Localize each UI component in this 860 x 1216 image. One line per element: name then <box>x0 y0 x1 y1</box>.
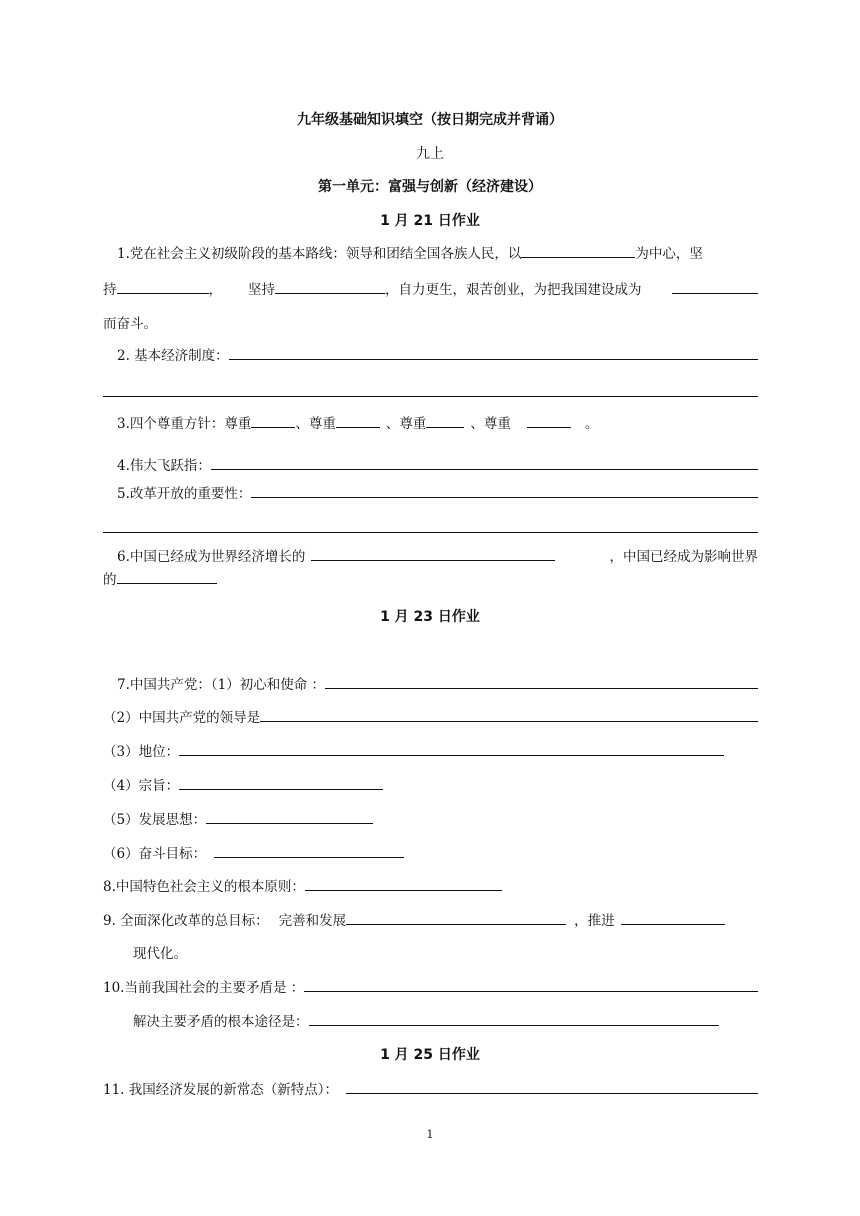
question-1-text-b: 为中心，坚 <box>635 246 703 262</box>
answer-blank[interactable] <box>251 483 758 498</box>
unit-heading: 第一单元：富强与创新（经济建设） <box>318 179 542 195</box>
answer-blank[interactable] <box>527 413 571 428</box>
answer-blank[interactable] <box>251 413 295 428</box>
question-5-line <box>103 483 758 505</box>
answer-blank[interactable] <box>214 843 404 858</box>
answer-blank[interactable] <box>672 279 758 294</box>
answer-line[interactable] <box>103 532 758 533</box>
question-1-text-d: ， <box>208 282 222 298</box>
question-7-line-6 <box>103 843 758 865</box>
question-6-line-2 <box>103 569 758 591</box>
answer-blank[interactable] <box>305 876 502 891</box>
question-9-text-a: 9. 全面深化改革的总目标： <box>103 913 269 929</box>
answer-blank[interactable] <box>336 413 380 428</box>
answer-blank[interactable] <box>304 977 758 992</box>
answer-blank[interactable] <box>117 569 217 584</box>
answer-blank[interactable] <box>325 674 758 689</box>
question-10-line-2 <box>103 1011 758 1033</box>
question-1-text-f: ，自力更生，艰苦创业，为把我国建设成为 <box>385 282 642 298</box>
question-7-text-a: 7.中国共产党：（1）初心和使命 ： <box>117 677 326 693</box>
question-3-text-a: 3.四个尊重方针：尊重 <box>117 416 252 432</box>
section-date-jan23: 1 月 23 日作业 <box>380 609 480 625</box>
question-10-text-a: 10.当前我国社会的主要矛盾是 ： <box>103 980 305 996</box>
question-6-text-c: 的 <box>103 572 117 588</box>
question-7-text-d: （4）宗旨： <box>103 778 180 794</box>
question-1-line-2 <box>103 279 758 301</box>
question-3-text-b: 、尊重 <box>295 416 336 432</box>
question-7-text-c: （3）地位： <box>103 744 180 760</box>
question-6-line-1 <box>103 546 758 568</box>
answer-blank[interactable] <box>117 279 209 294</box>
question-8-line <box>103 876 758 898</box>
document-title: 九年级基础知识填空（按日期完成并背诵） <box>297 112 563 128</box>
question-3-text-e: 。 <box>584 416 599 432</box>
answer-blank[interactable] <box>275 279 385 294</box>
section-date-jan25: 1 月 25 日作业 <box>380 1047 480 1063</box>
answer-blank[interactable] <box>260 707 758 722</box>
question-7-text-b: （2）中国共产党的领导是 <box>103 710 261 726</box>
answer-blank[interactable] <box>179 741 724 756</box>
answer-blank[interactable] <box>621 910 725 925</box>
question-7-line-2 <box>103 707 758 729</box>
grade-label: 九上 <box>416 146 444 162</box>
question-4-line <box>103 455 758 477</box>
question-6-text-b: ，中国已经成为影响世界 <box>609 549 758 565</box>
question-3-text-d: 、尊重 <box>470 416 511 432</box>
answer-blank[interactable] <box>311 546 555 561</box>
question-1-text-g: 而奋斗。 <box>103 316 157 332</box>
question-9-text-b: 完善和发展 <box>278 913 347 929</box>
answer-blank[interactable] <box>426 413 464 428</box>
question-11-text: 11. 我国经济发展的新常态（新特点）： <box>103 1082 339 1098</box>
question-1-text-a: 1.党在社会主义初级阶段的基本路线：领导和团结全国各族人民，以 <box>117 246 522 262</box>
question-6-text-a: 6.中国已经成为世界经济增长的 <box>117 549 306 565</box>
answer-blank[interactable] <box>229 345 758 360</box>
question-1-text-e: 坚持 <box>248 282 275 298</box>
question-9-line-1 <box>103 910 758 932</box>
page-number: 1 <box>426 1128 434 1141</box>
question-3-line <box>103 413 758 435</box>
question-7-line-4 <box>103 775 758 797</box>
question-4-text: 4.伟大飞跃指： <box>117 458 211 474</box>
answer-blank[interactable] <box>206 809 373 824</box>
question-1-line-1 <box>103 243 758 265</box>
question-7-line-5 <box>103 809 758 831</box>
answer-blank[interactable] <box>346 1079 758 1094</box>
question-7-line-3 <box>103 741 758 763</box>
answer-blank[interactable] <box>211 455 758 470</box>
question-10-line-1 <box>103 977 758 999</box>
answer-blank[interactable] <box>521 243 635 258</box>
question-10-text-b: 解决主要矛盾的根本途径是： <box>133 1014 309 1030</box>
answer-blank[interactable] <box>179 775 383 790</box>
question-2-text: 2. 基本经济制度： <box>117 348 229 364</box>
question-7-text-f: （6）奋斗目标： <box>103 846 207 862</box>
answer-blank[interactable] <box>309 1011 719 1026</box>
question-7-text-e: （5）发展思想： <box>103 812 207 828</box>
question-9-text-c: ，推进 <box>574 913 615 929</box>
question-5-text: 5.改革开放的重要性： <box>117 486 252 502</box>
answer-line[interactable] <box>103 396 758 397</box>
question-2-line <box>103 345 758 367</box>
question-9-text-d: 现代化。 <box>133 946 187 962</box>
question-7-line-1 <box>103 674 758 696</box>
answer-blank[interactable] <box>346 910 566 925</box>
question-1-text-c: 持 <box>103 282 117 298</box>
question-3-text-c: 、尊重 <box>385 416 427 432</box>
question-8-text: 8.中国特色社会主义的根本原则： <box>103 879 305 895</box>
section-date-jan21: 1 月 21 日作业 <box>380 213 480 229</box>
question-11-line <box>103 1079 758 1101</box>
